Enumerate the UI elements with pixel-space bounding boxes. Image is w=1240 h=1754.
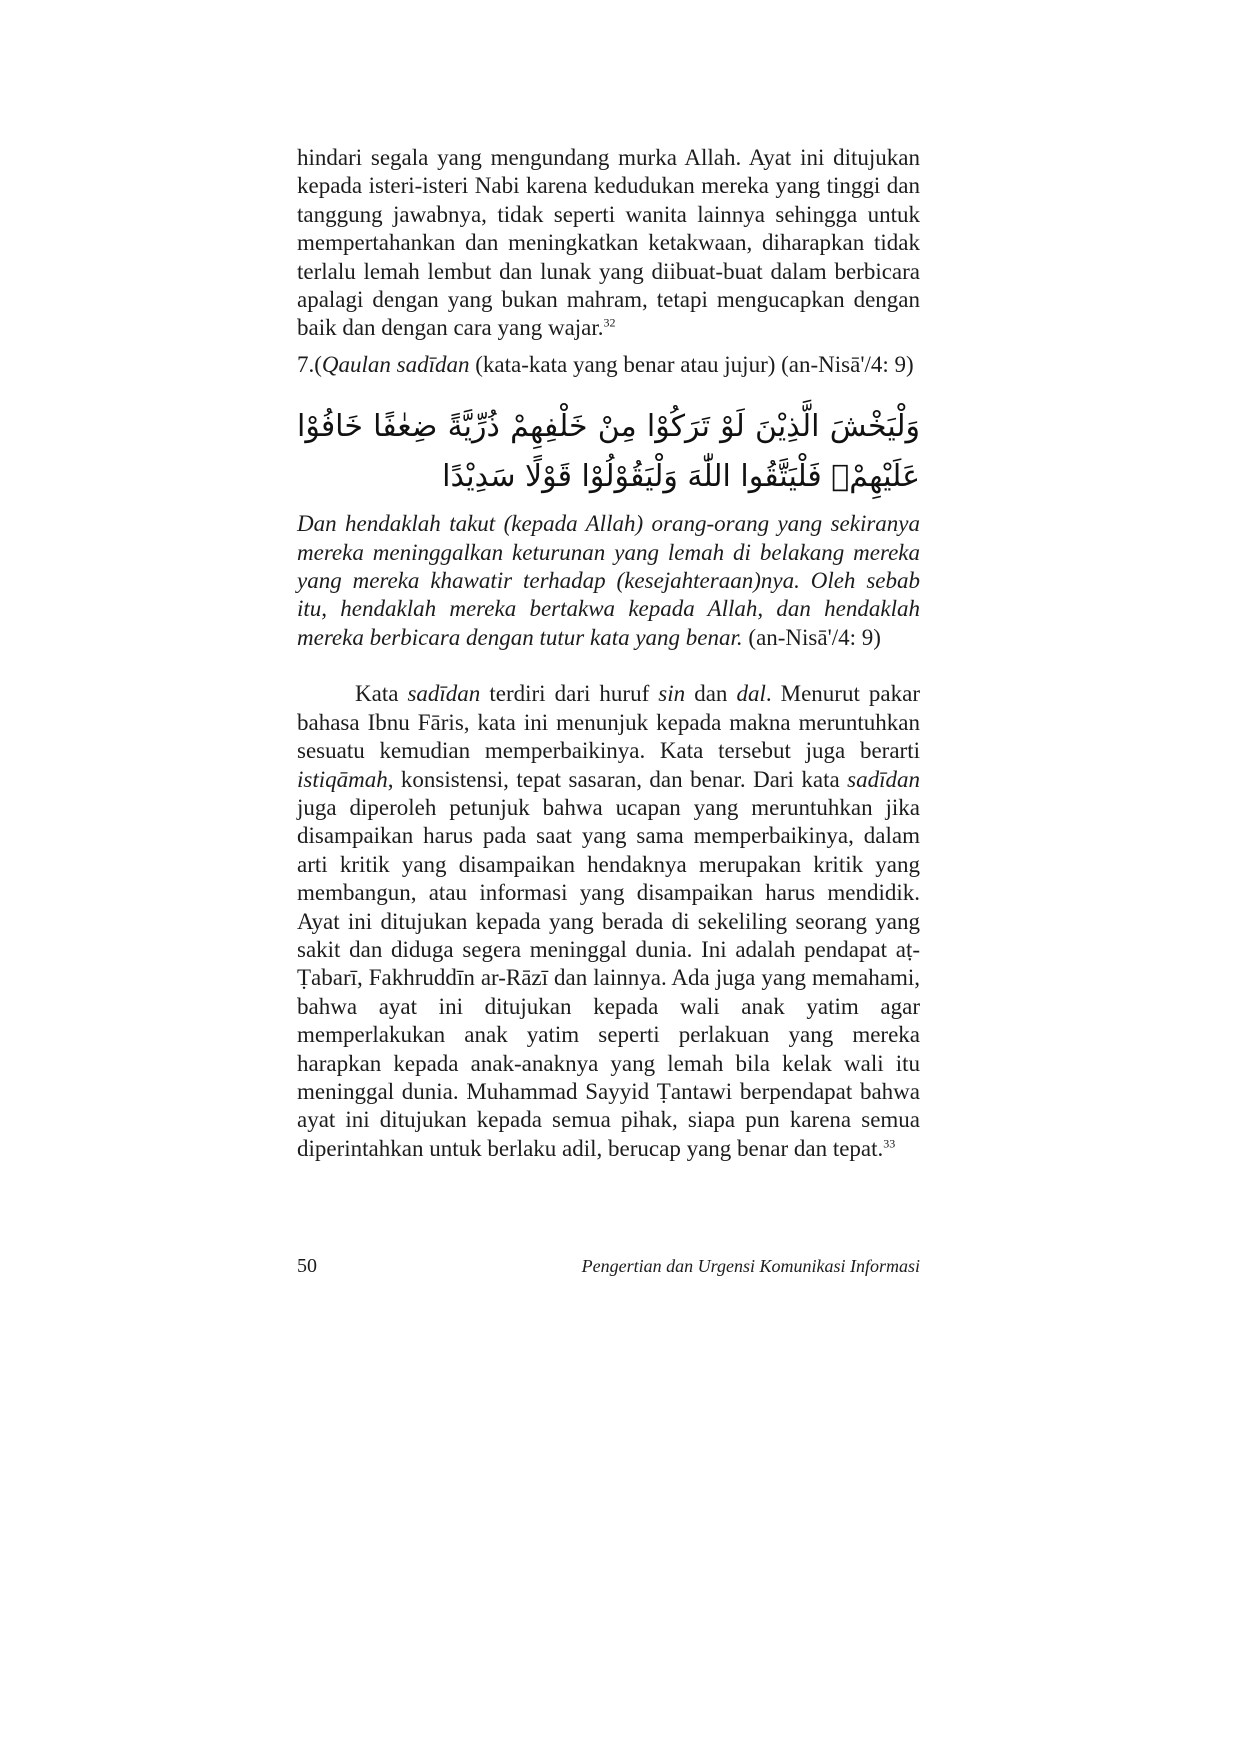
page-number: 50: [297, 1255, 317, 1277]
section-heading: [297, 351, 920, 379]
section-number: 7.(: [297, 351, 322, 377]
text-run: juga diperoleh petunjuk bahwa ucapan yang meruntuhkan jika disampaikan harus pada saat yang sama memperbaikinya, dalam arti kritik yang disampaikan hendaknya merupakan kritik yang membangun, atau informasi yang disampaikan harus mendidik. Ayat ini ditujukan kepada yang berada di sekeliling seorang yang sakit dan diduga segera meninggal dunia. Ini adalah pendapat aṭ-Ṭabarī, Fakhruddīn ar-Rāzī dan lainnya. Ada juga yang memahami, bahwa ayat ini ditujukan kepada wali anak yatim agar memperlakukan anak yatim seperti perlakuan yang mereka harapkan kepada anak-anaknya yang lemah bila kelak wali itu meninggal dunia. Muhammad Sayyid Ṭantawi berpendapat bahwa ayat ini ditujukan kepada semua pihak, siapa pun karena semua diperintahkan untuk berlaku adil, berucap yang benar dan tepat.: [297, 794, 920, 1161]
paragraph-intro: [297, 144, 920, 343]
footnote-ref-32: 32: [603, 315, 616, 330]
paragraph-explanation: [297, 680, 920, 1163]
quran-verse-arabic: وَلْيَخْشَ الَّذِيْنَ لَوْ تَرَكُوْا مِنْ خَلْفِهِمْ ذُرِّيَّةً ضِعٰفًا خَافُوْا عَلَيْهِمْۖ فَلْيَتَّقُوا اللّٰهَ وَلْيَقُوْلُوْا قَوْلًا سَدِيْدًا: [297, 409, 920, 495]
italic-term: dal: [736, 681, 766, 707]
section-term: Qaulan sadīdan: [321, 351, 470, 377]
italic-term: sadīdan: [407, 681, 481, 707]
text-run: Kata: [355, 681, 408, 707]
italic-term: sadīdan: [847, 766, 920, 792]
page-footer: [297, 1255, 920, 1278]
verse-translation-text: Dan hendaklah takut (kepada Allah) orang-orang yang sekiranya mereka meninggalkan keturunan yang lemah di belakang mereka yang mereka khawatir terhadap (kesejahteraan)nya. Oleh sebab itu, hendaklah mereka bertakwa kepada Allah, dan hendaklah mereka berbicara dengan tutur kata yang benar.: [297, 511, 920, 650]
text-run: terdiri dari huruf: [480, 681, 659, 707]
section-heading-rest: (kata-kata yang benar atau jujur) (an-Nisā'/4: 9): [469, 351, 914, 377]
verse-reference: (an-Nisā'/4: 9): [742, 624, 881, 650]
text-run: , konsistensi, tepat sasaran, dan benar. Dari kata: [387, 766, 848, 792]
footnote-ref-33: 33: [883, 1136, 896, 1151]
text-run: dan: [685, 681, 737, 707]
running-title: Pengertian dan Urgensi Komunikasi Informasi: [581, 1256, 920, 1276]
text-run: . Menurut pakar bahasa Ibnu Fāris, kata ini menunjuk kepada makna meruntuhkan sesuatu kemudian memperbaikinya. Kata tersebut juga berarti: [297, 681, 920, 764]
italic-term: istiqāmah: [297, 766, 388, 792]
italic-term: sin: [658, 681, 686, 707]
paragraph-intro-text: hindari segala yang mengundang murka Allah. Ayat ini ditujukan kepada isteri-isteri Nabi karena kedudukan mereka yang tinggi dan tanggung jawabnya, tidak seperti wanita lainnya sehingga untuk mempertahankan dan meningkatkan ketakwaan, diharapkan tidak terlalu lemah lembut dan lunak yang diibuat-buat dalam berbicara apalagi dengan yang bukan mahram, tetapi mengucapkan dengan baik dan dengan cara yang wajar.: [297, 145, 920, 341]
verse-translation: [297, 510, 920, 652]
page-body: [297, 144, 920, 1163]
